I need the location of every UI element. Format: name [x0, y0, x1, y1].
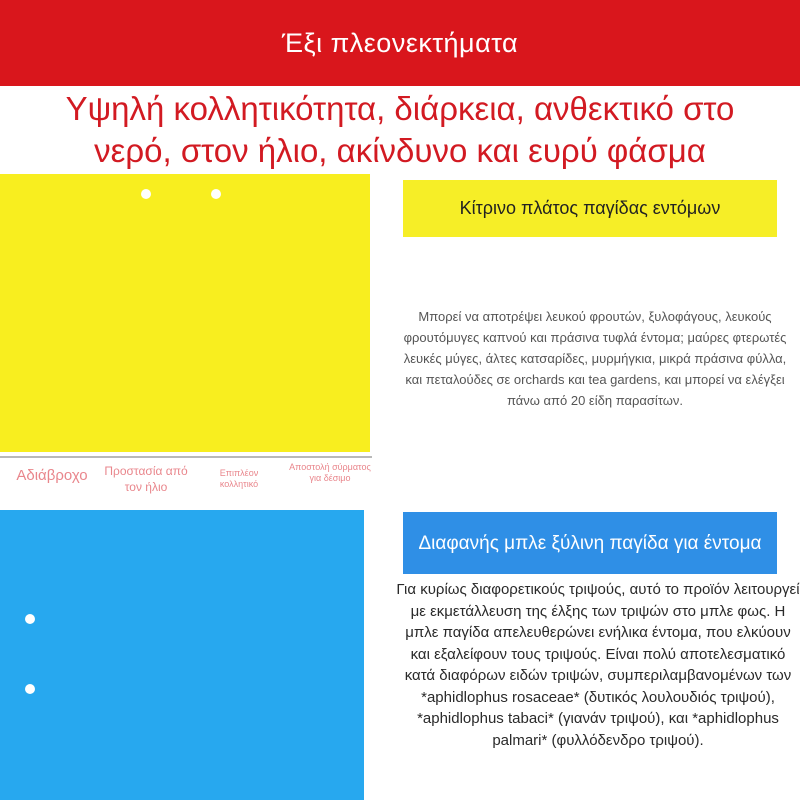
headline-line-1: Υψηλή κολλητικότητα, διάρκεια, ανθεκτικό στο [65, 90, 735, 127]
banner-title: Έξι πλεονεκτήματα [281, 27, 519, 58]
feature-sun-protection: Προστασία από τον ήλιο [104, 464, 188, 494]
hanging-hole [25, 684, 35, 694]
hanging-hole [211, 189, 221, 199]
yellow-trap-title [403, 180, 777, 237]
headline [0, 88, 800, 172]
divider [0, 456, 372, 458]
yellow-trap-title-text: Κίτρινο πλάτος παγίδας εντόμων [459, 198, 721, 218]
hanging-hole [141, 189, 151, 199]
blue-trap-description: Για κυρίως διαφορετικούς τριψούς, αυτό το προϊόν λειτουργεί με εκμετάλλευση της έλξης των τριψών στο μπλε φως. Η μπλε παγίδα απελευθερώνει ενήλικα έντομα, που ελκύουν και εξαλείφουν τους τριψούς. Είναι πολύ αποτελεσματικό κατά διαφόρων ειδών τριψών, συμπεριλαμβανομένων των *aphidlophus rosaceae* (δυτικός λουλουδιός τριψού), *aphidlophus tabaci* (γιανάν τριψού), και *aphidlophus palmari* (φυλλόδενδρο τριψού). [396, 581, 800, 749]
banner [0, 0, 800, 86]
blue-trap-title [403, 512, 777, 574]
feature-tie-wire: Αποστολή σύρματος για δέσιμο [289, 462, 371, 483]
yellow-sticky-trap-image [0, 174, 370, 452]
feature-extra-sticky: Επιπλέον κολλητικό [219, 468, 259, 489]
headline-line-2: νερό, στον ήλιο, ακίνδυνο και ευρύ φάσμα [94, 132, 706, 169]
hanging-hole [25, 614, 35, 624]
blue-sticky-trap-image [0, 510, 364, 800]
feature-waterproof: Αδιάβροχο [16, 467, 88, 484]
yellow-trap-description: Μπορεί να αποτρέψει λευκού φρουτών, ξυλοφάγους, λευκούς φρουτόμυγες καπνού και πράσινα τυφλά έντομα; μαύρες φτερωτές λευκές μύγες, άλτες κατσαρίδες, μυρμήγκια, μικρά πράσινα φύλλα, και πεταλούδες σε orchards και tea gardens, και μπορεί να ελέγξει πάνω από 20 είδη παρασίτων. [403, 309, 787, 408]
blue-trap-title-text: Διαφανής μπλε ξύλινη παγίδα για έντομα [418, 532, 762, 554]
